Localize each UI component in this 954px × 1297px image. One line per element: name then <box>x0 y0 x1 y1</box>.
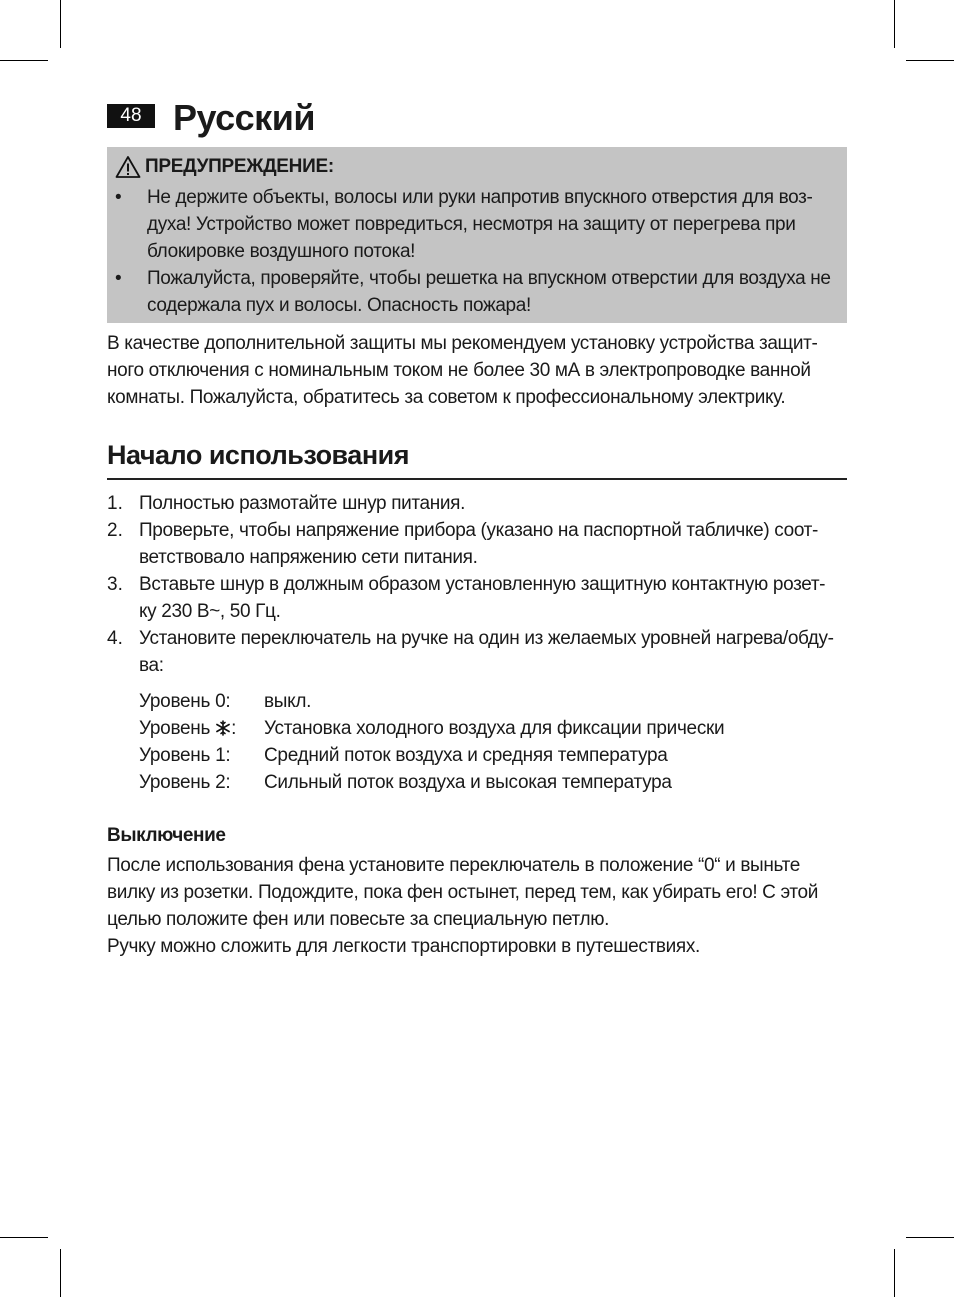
level-label: Уровень 0: <box>139 691 231 712</box>
warning-heading <box>115 153 334 181</box>
crop-mark <box>894 1249 895 1297</box>
section-divider <box>107 478 847 480</box>
text-line: Проверьте, чтобы напряжение прибора (указано на паспортной табличке) соот- <box>139 520 818 541</box>
text-line: Вставьте шнур в должным образом установленную защитную контактную розет- <box>139 574 826 595</box>
text-line: духа! Устройство может повредиться, несмотря на защиту от перегрева при <box>147 214 796 235</box>
step-text <box>139 571 852 625</box>
text-line: Не держите объекты, волосы или руки напротив впускного отверстия для воз- <box>147 187 813 208</box>
snowflake-icon <box>215 720 231 736</box>
page-header <box>107 96 847 140</box>
level-description: Сильный поток воздуха и высокая температура <box>264 772 672 793</box>
level-label: Уровень 2: <box>139 772 231 793</box>
text-line: целью положите фен или повесьте за специальную петлю. <box>107 909 610 930</box>
text-line: ку 230 В~, 50 Гц. <box>139 601 281 622</box>
text-line: После использования фена установите переключатель в положение “0“ и выньте <box>107 855 800 876</box>
level-description: Установка холодного воздуха для фиксации прически <box>264 718 725 739</box>
text-line: ного отключения с номинальным током не более 30 мА в электропроводке ванной <box>107 360 811 381</box>
crop-mark <box>60 0 61 48</box>
text-line: Ручку можно сложить для легкости транспортировки в путешествиях. <box>107 936 700 957</box>
step-number: 3. <box>107 574 123 595</box>
text-line: блокировке воздушного потока! <box>147 241 416 262</box>
step-number: 1. <box>107 493 123 514</box>
text-line: ветствовало напряжению сети питания. <box>139 547 478 568</box>
text-line: ва: <box>139 655 164 676</box>
bullet-dot-icon: • <box>115 268 122 289</box>
level-label-prefix: Уровень <box>139 718 216 739</box>
page-number: 48 <box>107 104 155 128</box>
level-description: выкл. <box>264 691 312 712</box>
warning-bullet-text <box>147 265 843 319</box>
warning-triangle-icon <box>115 155 141 179</box>
step-text <box>139 625 852 679</box>
section-title: Начало использования <box>107 440 409 470</box>
level-label-suffix: : <box>231 718 237 739</box>
crop-mark <box>60 1249 61 1297</box>
crop-mark <box>0 1237 48 1238</box>
crop-mark <box>906 1237 954 1238</box>
level-description: Средний поток воздуха и средняя температура <box>264 745 668 766</box>
chapter-title: Русский <box>173 97 315 138</box>
text-line: комнаты. Пожалуйста, обратитесь за советом к профессиональному электрику. <box>107 387 786 408</box>
subsection-title: Выключение <box>107 825 226 846</box>
step-number: 4. <box>107 628 123 649</box>
crop-mark <box>0 60 48 61</box>
intro-paragraph <box>107 330 852 411</box>
warning-box <box>107 147 847 323</box>
text-line: Полностью размотайте шнур питания. <box>139 493 466 514</box>
text-line: Пожалуйста, проверяйте, чтобы решетка на впускном отверстии для воздуха не <box>147 268 831 289</box>
warning-bullet-text <box>147 184 843 265</box>
warning-title: ПРЕДУПРЕЖДЕНИЕ: <box>145 156 334 177</box>
shutdown-paragraph <box>107 852 852 960</box>
step-text <box>139 517 852 571</box>
step-text <box>139 490 852 517</box>
level-label: Уровень 1: <box>139 745 231 766</box>
text-line: Установите переключатель на ручке на один из желаемых уровней нагрева/обду- <box>139 628 834 649</box>
text-line: вилку из розетки. Подождите, пока фен остынет, перед тем, как убирать его! С этой <box>107 882 819 903</box>
crop-mark <box>894 0 895 48</box>
step-number: 2. <box>107 520 123 541</box>
text-line: В качестве дополнительной защиты мы рекомендуем установку устройства защит- <box>107 333 818 354</box>
crop-mark <box>906 60 954 61</box>
level-label <box>139 715 236 742</box>
bullet-dot-icon: • <box>115 187 122 208</box>
text-line: содержала пух и волосы. Опасность пожара! <box>147 295 531 316</box>
